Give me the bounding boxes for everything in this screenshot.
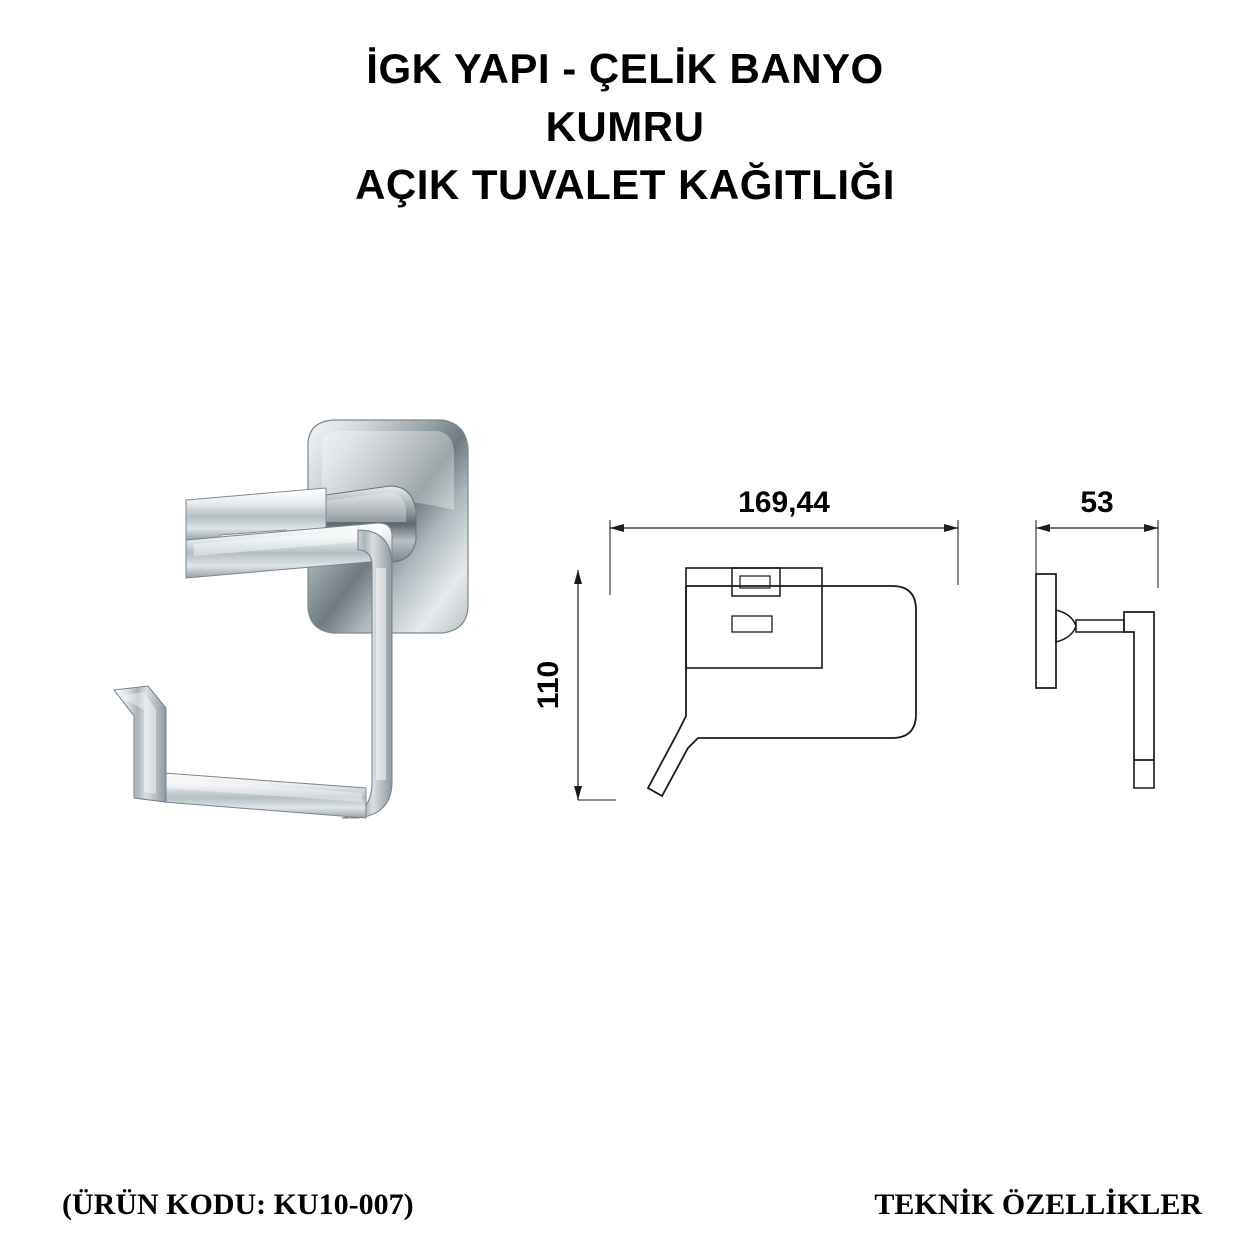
- title-line-3: AÇIK TUVALET KAĞITLIĞI: [355, 161, 895, 208]
- dim-height-front: 110: [532, 660, 565, 710]
- dim-width-side: 53: [1080, 486, 1114, 519]
- left-hook-arm: [114, 686, 166, 802]
- technical-drawing: [520, 470, 1220, 850]
- side-view: [1036, 520, 1158, 788]
- front-view: [574, 520, 958, 800]
- title-line-1: İGK YAPI - ÇELİK BANYO: [366, 45, 884, 92]
- tech-specs-label: TEKNİK ÖZELLİKLER: [874, 1188, 1202, 1221]
- product-render-svg: [90, 390, 540, 910]
- product-photo: [90, 390, 540, 910]
- technical-drawing-svg: [520, 470, 1220, 850]
- page-title: [0, 40, 1250, 214]
- product-code: (ÜRÜN KODU: KU10-007): [62, 1188, 414, 1221]
- title-line-2: KUMRU: [545, 103, 705, 150]
- dim-width-front: 169,44: [738, 486, 830, 519]
- bottom-arm: [150, 772, 366, 818]
